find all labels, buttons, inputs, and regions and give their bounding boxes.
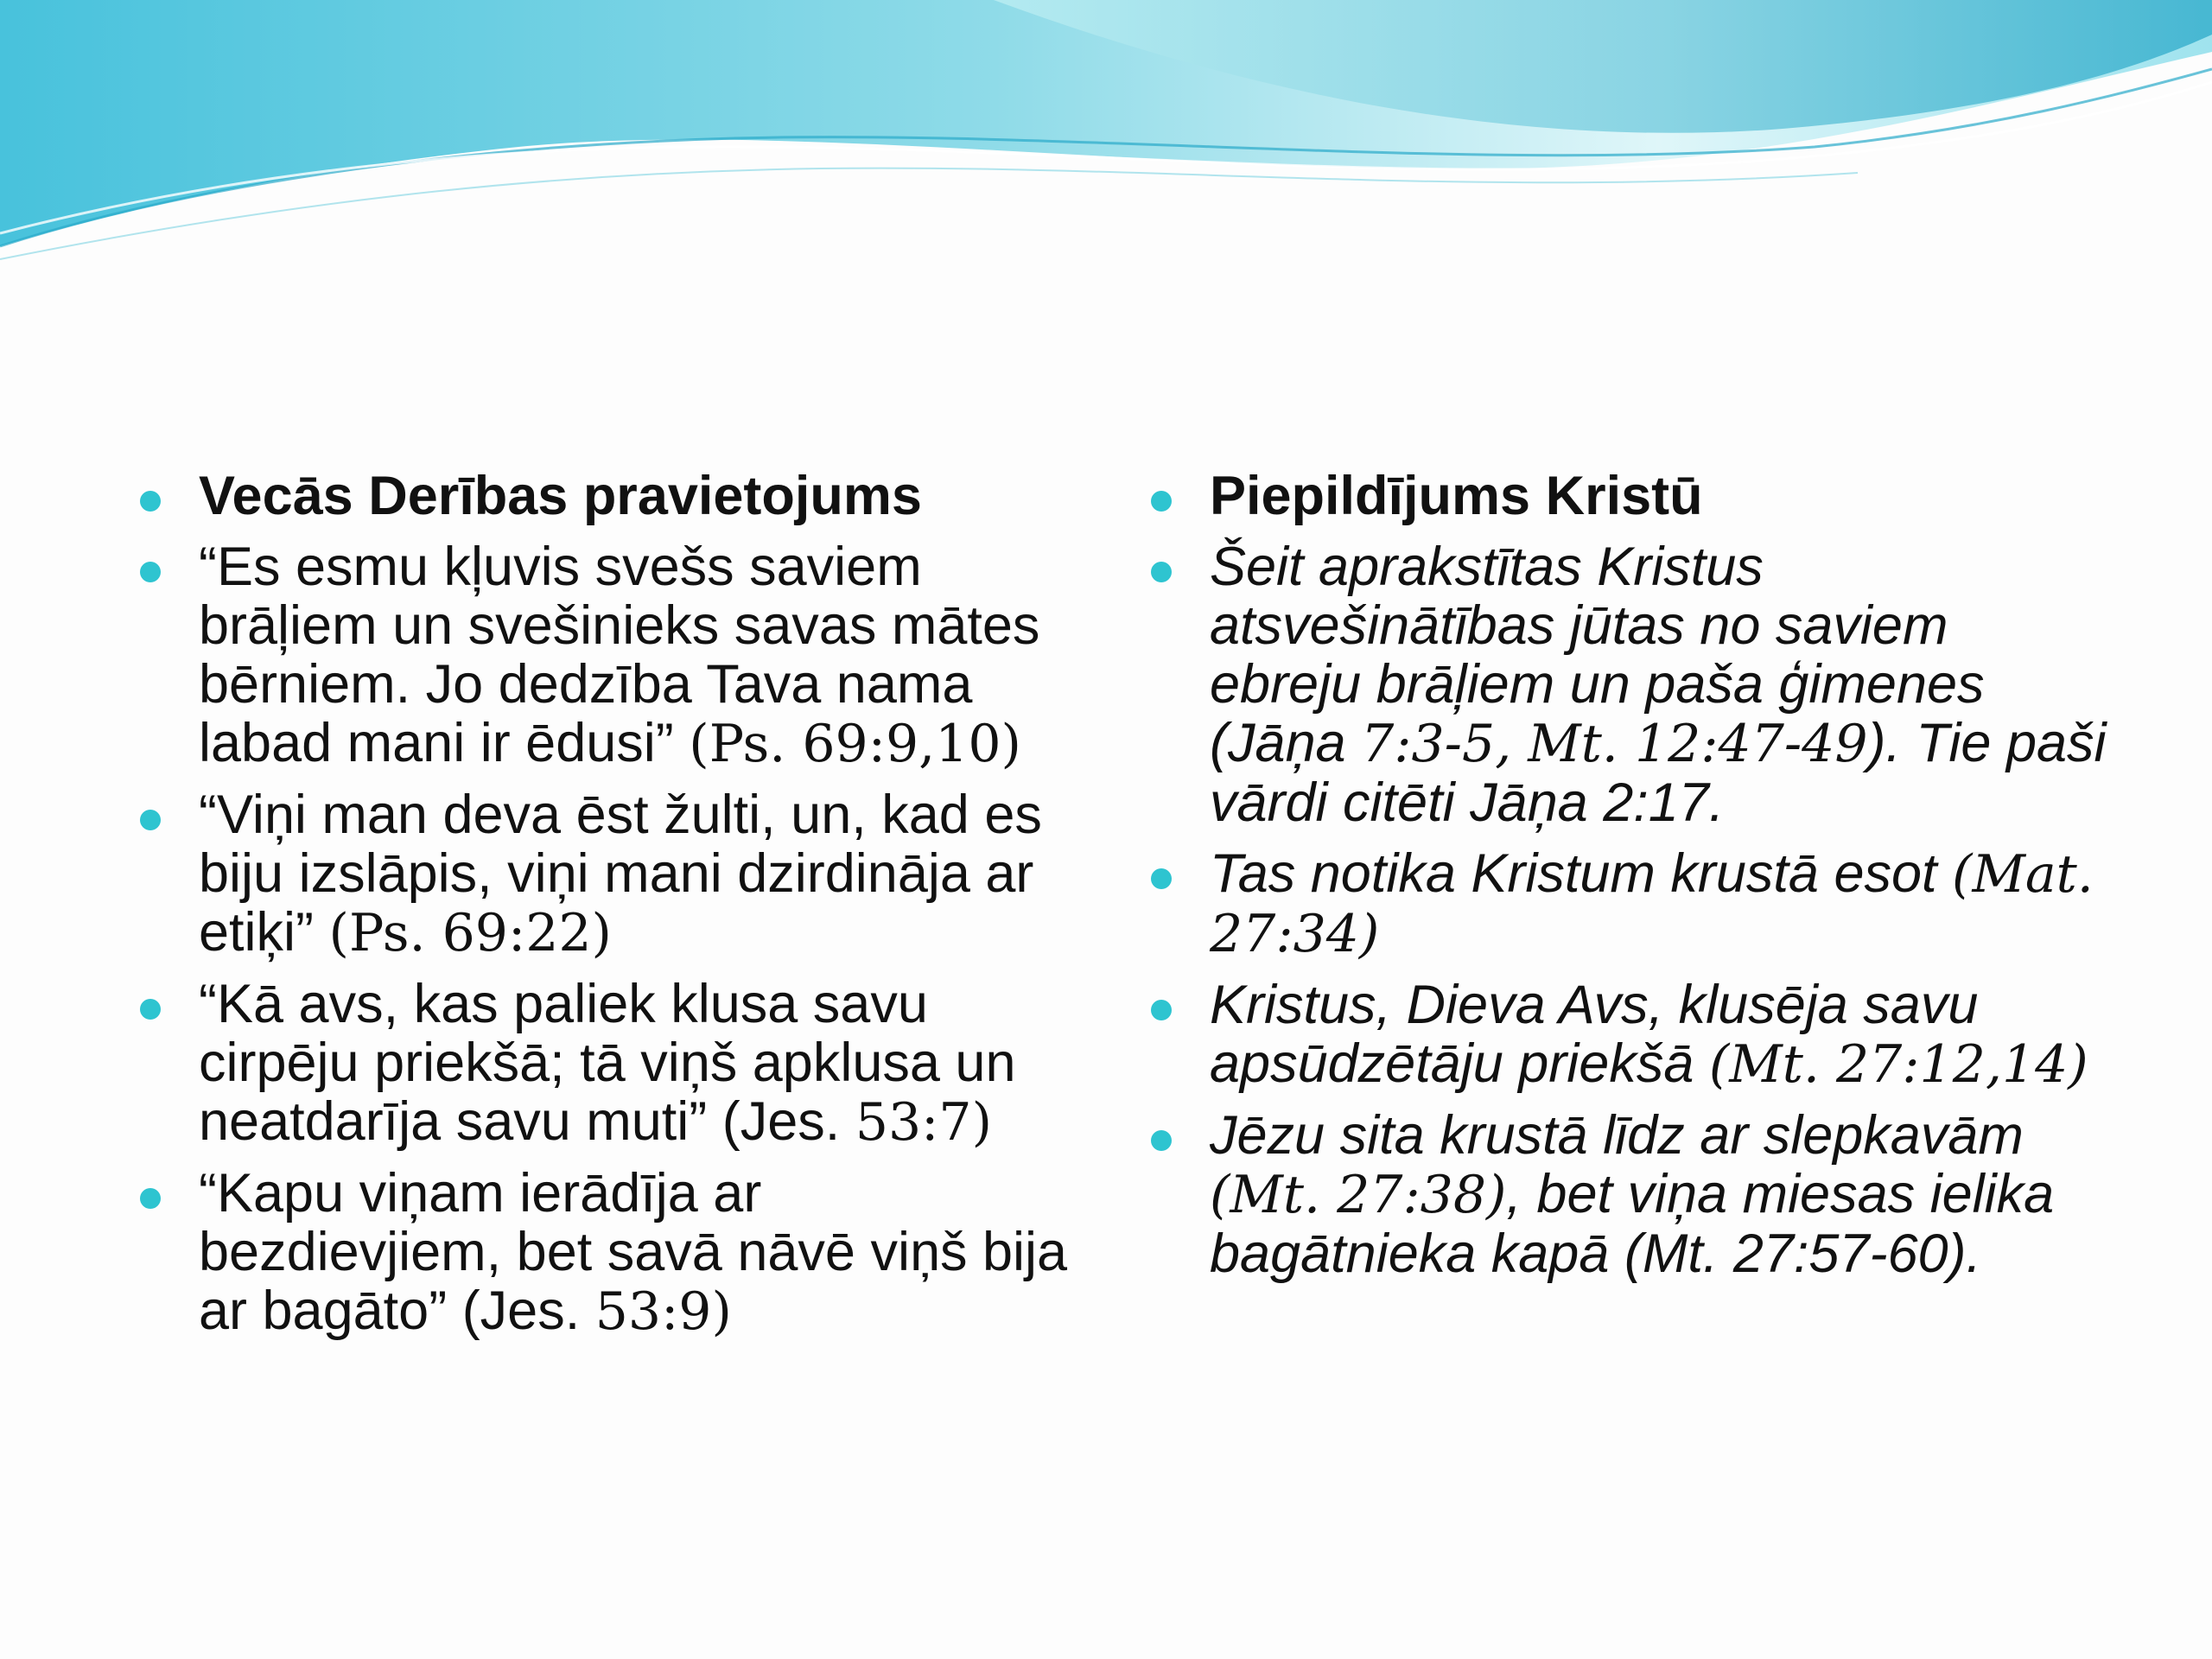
item-reference: 53:7)	[855, 1092, 992, 1153]
list-item	[138, 785, 1071, 963]
item-reference: (Ps. 69:9,10)	[689, 714, 1021, 774]
bullet-icon	[140, 810, 161, 830]
bullet-icon	[140, 1188, 161, 1209]
bullet-icon	[1151, 868, 1172, 889]
list-item	[138, 975, 1071, 1152]
item-tail: , bet viņa miesas ielika bagātnieka kapā (Mt. 27:57-60).	[1210, 1164, 2055, 1284]
right-heading: Piepildījums Kristū	[1210, 466, 1703, 526]
item-text: “Es esmu kļuvis svešs saviem brāļiem un svešinieks savas mātes bērniem. Jo dedzība Tava nama labad mani ir ēdusi”	[199, 537, 1040, 773]
list-item	[138, 1164, 1071, 1341]
item-text: Jēzu sita krustā līdz ar slepkavām	[1210, 1105, 2024, 1166]
item-reference: (Mat. 27:34)	[1210, 844, 2094, 964]
list-item	[1149, 1106, 2108, 1283]
item-reference: (Ps. 69:22)	[328, 903, 612, 963]
item-reference: 53:9)	[594, 1281, 732, 1342]
bullet-icon	[1151, 562, 1172, 582]
list-item	[1149, 844, 2108, 963]
list-item	[1149, 467, 2108, 525]
list-item	[1149, 976, 2108, 1094]
bullet-icon	[140, 562, 161, 582]
bullet-icon	[1151, 1000, 1172, 1020]
item-reference: (Mt. 27:12,14)	[1708, 1034, 2088, 1095]
list-item	[1149, 537, 2108, 832]
item-reference: 7:3-5, Mt. 12:47-49	[1361, 714, 1868, 774]
item-text: Tas notika Kristum krustā esot	[1210, 843, 1953, 904]
item-text: Šeit aprakstītas Kristus atsvešinātības jūtas no saviem ebreju brāļiem un paša ģimenes (Jāņa	[1210, 537, 1985, 773]
bullet-icon	[140, 999, 161, 1020]
left-column	[138, 467, 1071, 1353]
bullet-icon	[1151, 491, 1172, 512]
item-tail: ). Tie paši vārdi citēti Jāņa 2:17.	[1210, 713, 2107, 833]
prophecy-list	[138, 467, 1071, 1341]
left-heading: Vecās Derības pravietojums	[199, 466, 922, 526]
right-column	[1149, 467, 2108, 1295]
fulfillment-list	[1149, 467, 2108, 1283]
item-reference: (Mt. 27:38)	[1210, 1165, 1507, 1225]
item-text: “Kapu viņam ierādīja ar bezdievjiem, bet savā nāvē viņš bija ar bagāto” (Jes.	[199, 1163, 1068, 1341]
item-text: “Viņi man deva ēst žulti, un, kad es biju izslāpis, viņi mani dzirdināja ar etiķi”	[199, 785, 1042, 963]
item-text: “Kā avs, kas paliek klusa savu cirpēju priekšā; tā viņš apklusa un neatdarīja savu muti” (Jes.	[199, 974, 1016, 1152]
item-text: Kristus, Dieva Avs, klusēja savu apsūdzētāju priekšā	[1210, 975, 1979, 1094]
list-item	[138, 537, 1071, 773]
list-item	[138, 467, 1071, 525]
bullet-icon	[140, 491, 161, 512]
bullet-icon	[1151, 1130, 1172, 1151]
wave-decoration	[0, 0, 2212, 276]
